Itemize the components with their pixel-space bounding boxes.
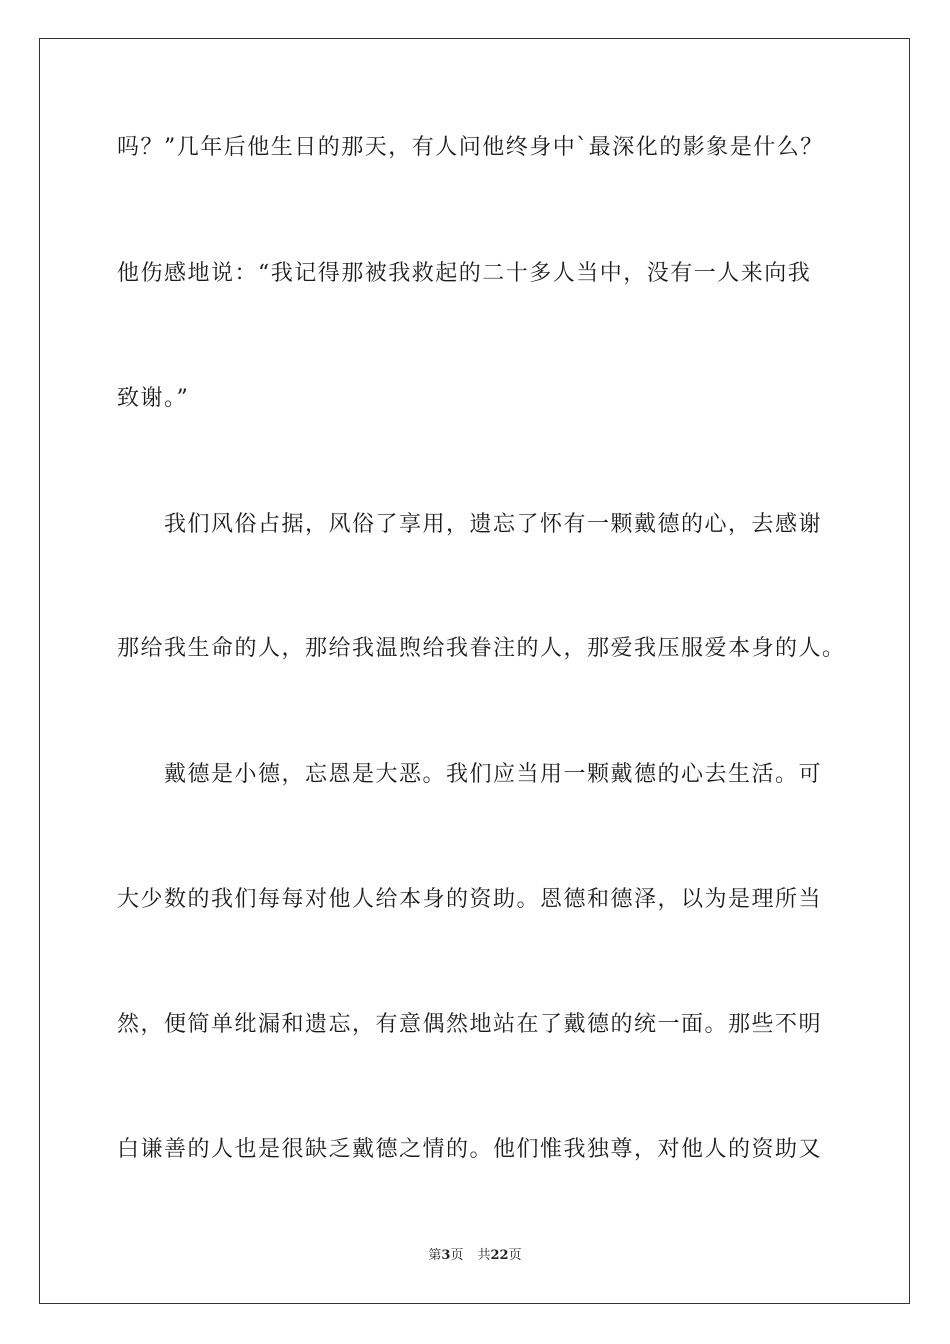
paragraph-line: 白谦善的人也是很缺乏戴德之情的。他们惟我独尊，对他人的资助又 [117, 1137, 823, 1162]
paragraph-line: 然，便简单纰漏和遗忘，有意偶然地站在了戴德的统一面。那些不明 [117, 1012, 823, 1037]
paragraph-line: 那给我生命的人，那给我温煦给我眷注的人，那爱我压服爱本身的人。 [117, 636, 846, 661]
page-suffix: 页 [450, 1248, 464, 1263]
total-pages: 22 [490, 1248, 509, 1263]
paragraph-line: 他伤感地说：“我记得那被我救起的二十多人当中，没有一人来向我 [117, 261, 812, 286]
page-footer [0, 1247, 950, 1265]
total-prefix: 共 [477, 1248, 491, 1263]
page-number: 3 [441, 1248, 451, 1263]
paragraph-line: 我们风俗占据，风俗了享用，遗忘了怀有一颗戴德的心，去感谢 [164, 512, 823, 537]
paragraph-line: 大少数的我们每每对他人给本身的资助。恩德和德泽，以为是理所当 [117, 887, 823, 912]
paragraph-line: 戴德是小德，忘恩是大恶。我们应当用一颗戴德的心去生活。可 [164, 762, 823, 787]
page-prefix: 第 [428, 1248, 442, 1263]
paragraph-line: 致谢。” [117, 386, 190, 411]
total-suffix: 页 [508, 1248, 522, 1263]
page-border [39, 38, 910, 1304]
paragraph-line: 吗？”几年后他生日的那天，有人问他终身中`最深化的影象是什么？ [117, 135, 824, 160]
